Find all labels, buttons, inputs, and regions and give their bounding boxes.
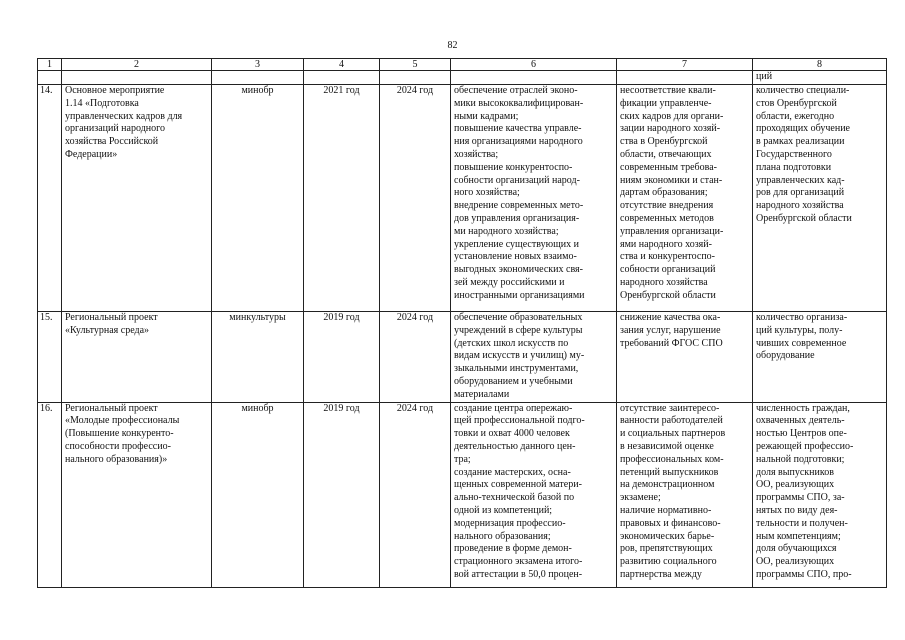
table-row bbox=[38, 312, 887, 403]
column-number: 1 bbox=[38, 59, 62, 71]
start-year: 2019 год bbox=[304, 312, 380, 403]
end-year: 2024 год bbox=[380, 402, 451, 587]
column-number: 6 bbox=[451, 59, 617, 71]
row-number: 15. bbox=[38, 312, 62, 403]
executor: минкультуры bbox=[212, 312, 304, 403]
continuation-text: ций bbox=[753, 71, 887, 85]
related-indicator: количество организа- ций культуры, полу- чивших современное оборудование bbox=[753, 312, 887, 403]
executor: минобр bbox=[212, 85, 304, 312]
related-indicator: численность граждан, охваченных деятель- ностью Центров опе- режающей профессио- нальной подготовки; доля выпускников ОО, реализующих программы СПО, за- нятых по виду дея- тельности и получен- ным компетенциям; доля обучающихся ОО, реализующих программы СПО, про- bbox=[753, 402, 887, 587]
measure-name: Региональный проект «Молодые профессионалы (Повышение конкуренто- способности профессио- нального образования)» bbox=[62, 402, 212, 587]
executor: минобр bbox=[212, 402, 304, 587]
measure-name: Основное мероприятие 1.14 «Подготовка управленческих кадров для организаций народного хозяйства Российской Федерации» bbox=[62, 85, 212, 312]
column-number: 8 bbox=[753, 59, 887, 71]
start-year: 2019 год bbox=[304, 402, 380, 587]
end-year: 2024 год bbox=[380, 85, 451, 312]
start-year: 2021 год bbox=[304, 85, 380, 312]
measure-name: Региональный проект «Культурная среда» bbox=[62, 312, 212, 403]
continuation-row bbox=[38, 71, 887, 85]
non-implementation-consequence: несоответствие квали- фикации управленче- ских кадров для органи- зации народного хозяй- ства в Оренбургской области, отвечающих современным требова- ниям экономики и стан- дартам образования; отсутствие внедрения современных методов управления организаци- ями народного хозяй- ства и конкурентоспо- собности организаций народного хозяйства Оренбургской области bbox=[617, 85, 753, 312]
expected-result: создание центра опережаю- щей профессиональной подго- товки и охват 4000 человек деятельностью данного цен- тра; создание мастерских, осна- щенных современной матери- ально-технической базой по одной из компетенций; модернизация профессио- нального образования; проведение в форме демон- страционного экзамена итого- вой аттестации в 50,0 процен- bbox=[451, 402, 617, 587]
related-indicator: количество специали- стов Оренбургской области, ежегодно проходящих обучение в рамках реализации Государственного плана подготовки управленческих кад- ров для организаций народного хозяйства Оренбургской области bbox=[753, 85, 887, 312]
column-number: 3 bbox=[212, 59, 304, 71]
column-number: 7 bbox=[617, 59, 753, 71]
column-number: 5 bbox=[380, 59, 451, 71]
column-number: 4 bbox=[304, 59, 380, 71]
non-implementation-consequence: отсутствие заинтересо- ванности работодателей и социальных партнеров в независимой оценке профессиональных ком- петенций выпускников на демонстрационном экзамене; наличие нормативно- правовых и финансово- экономических барье- ров, препятствующих развитию социального партнерства между bbox=[617, 402, 753, 587]
page-number: 82 bbox=[447, 40, 458, 51]
column-number: 2 bbox=[62, 59, 212, 71]
row-number: 14. bbox=[38, 85, 62, 312]
column-number-row bbox=[38, 59, 887, 71]
end-year: 2024 год bbox=[380, 312, 451, 403]
expected-result: обеспечение отраслей эконо- мики высококвалифицирован- ными кадрами; повышение качества управле- ния организациями народного хозяйства; повышение конкурентоспо- собности организаций народ- ного хозяйства; внедрение современных мето- дов управления организация- ми народного хозяйства; укрепление существующих и установление новых взаимо- выгодных экономических свя- зей между российскими и иностранными организациями bbox=[451, 85, 617, 312]
row-number: 16. bbox=[38, 402, 62, 587]
non-implementation-consequence: снижение качества ока- зания услуг, нарушение требований ФГОС СПО bbox=[617, 312, 753, 403]
table-row bbox=[38, 85, 887, 312]
program-measures-table bbox=[37, 58, 887, 588]
table-row bbox=[38, 402, 887, 587]
expected-result: обеспечение образовательных учреждений в сфере культуры (детских школ искусств по видам искусств и училищ) му- зыкальными инструментами, оборудованием и учебными материалами bbox=[451, 312, 617, 403]
